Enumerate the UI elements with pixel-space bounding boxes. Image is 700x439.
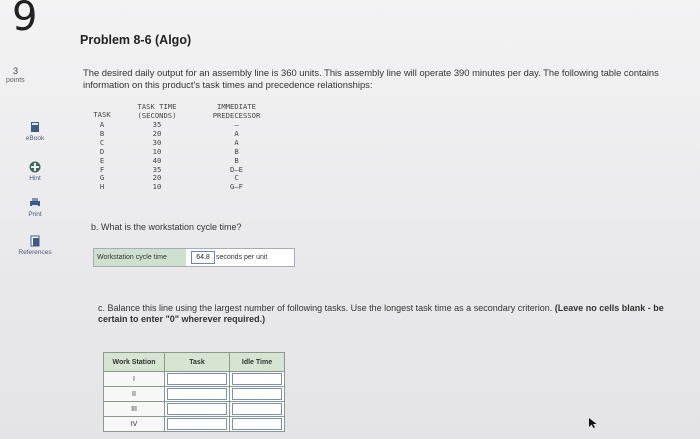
table-cell: 10 — [152, 146, 162, 156]
task-input-cell[interactable] — [165, 417, 230, 432]
table-row — [104, 372, 285, 387]
table-cell: 40 — [152, 155, 162, 165]
references-icon — [29, 235, 41, 247]
sidebar-item-hint[interactable] — [0, 161, 70, 182]
book-icon — [29, 121, 41, 133]
table-row — [104, 402, 285, 417]
problem-description: The desired daily output for an assembly line is 360 units. This assembly line will operate 390 minutes per day. The following table contains information on this product's task times and precedence relationships: — [83, 67, 659, 90]
header-line-2: (SECONDS) — [137, 110, 177, 120]
table-cell: C — [99, 137, 105, 147]
table-row — [104, 417, 285, 432]
sidebar-item-ebook[interactable] — [0, 121, 70, 142]
table-cell: – — [234, 120, 239, 129]
table-cell: B — [234, 146, 239, 156]
table-cell: G — [99, 173, 105, 183]
table-cell: D–E — [230, 164, 243, 174]
question-c — [98, 303, 688, 325]
table-cell: E — [99, 155, 105, 165]
table-cell: A — [99, 120, 105, 129]
table-cell: B — [99, 128, 105, 138]
answer-label: Workstation cycle time — [94, 249, 186, 266]
header-line-2: PREDECESSOR — [212, 110, 261, 120]
points-label: points — [6, 77, 25, 84]
column-header-task: TASK — [93, 110, 111, 119]
task-input-cell[interactable] — [165, 387, 230, 402]
column-header-task: Task — [165, 353, 230, 372]
table-cell: B — [234, 155, 239, 165]
column-header-predecessor — [199, 103, 274, 120]
sidebar-item-references[interactable] — [0, 235, 70, 256]
predecessor-column — [199, 121, 274, 192]
question-c-note: (Leave no cells blank - be certain to enter "0" wherever required.) — [98, 303, 664, 324]
sidebar-item-label: eBook — [25, 135, 45, 142]
station-label: I — [104, 372, 165, 387]
cycle-time-input[interactable]: 64.8 — [191, 251, 215, 264]
task-input-cell[interactable] — [165, 372, 230, 387]
problem-title: Problem 8-6 (Algo) — [80, 33, 192, 47]
station-label: III — [104, 402, 165, 417]
hint-icon — [29, 161, 41, 173]
table-cell: A — [234, 128, 239, 138]
task-input-cell[interactable] — [165, 402, 230, 417]
mouse-cursor-icon — [588, 417, 598, 429]
question-b: b. What is the workstation cycle time? — [91, 222, 242, 232]
printer-icon — [29, 197, 41, 209]
table-cell: C — [234, 173, 239, 183]
points-value: 3 — [13, 66, 19, 76]
question-number: 9 — [12, 0, 38, 40]
table-row — [104, 387, 285, 402]
table-cell: H — [99, 182, 105, 192]
answer-unit: seconds per unit — [216, 254, 268, 261]
question-sidebar — [0, 0, 70, 439]
table-cell: A — [234, 137, 239, 147]
sidebar-item-label: References — [18, 249, 52, 256]
header-line-1: IMMEDIATE — [217, 102, 256, 111]
table-cell: F — [99, 164, 105, 174]
header-line-1: TASK TIME — [137, 102, 177, 111]
idle-time-input-cell[interactable] — [230, 417, 285, 432]
idle-time-input-cell[interactable] — [230, 372, 285, 387]
column-header-station: Work Station — [104, 353, 165, 372]
table-cell: 30 — [152, 137, 162, 147]
sidebar-item-label: Print — [28, 211, 42, 218]
table-cell: 10 — [152, 182, 162, 192]
answer-row — [93, 248, 295, 267]
idle-time-input-cell[interactable] — [230, 402, 285, 417]
table-cell: 35 — [152, 164, 162, 174]
table-cell: 35 — [152, 120, 162, 129]
time-column — [127, 121, 187, 192]
balance-table — [103, 352, 285, 432]
question-c-text: c. Balance this line using the largest number of following tasks. Use the longest task time as a secondary criterion. — [98, 303, 553, 313]
sidebar-item-label: Hint — [29, 175, 41, 182]
column-header-idle-time: Idle Time — [230, 353, 285, 372]
table-cell: 20 — [152, 173, 162, 183]
idle-time-input-cell[interactable] — [230, 387, 285, 402]
column-header-task-time — [127, 103, 187, 120]
table-cell: D — [99, 146, 105, 156]
station-label: IV — [104, 417, 165, 432]
station-label: II — [104, 387, 165, 402]
table-cell: G–F — [230, 182, 243, 192]
table-cell: 20 — [152, 128, 162, 138]
task-column — [87, 121, 117, 192]
sidebar-item-print[interactable] — [0, 197, 70, 218]
